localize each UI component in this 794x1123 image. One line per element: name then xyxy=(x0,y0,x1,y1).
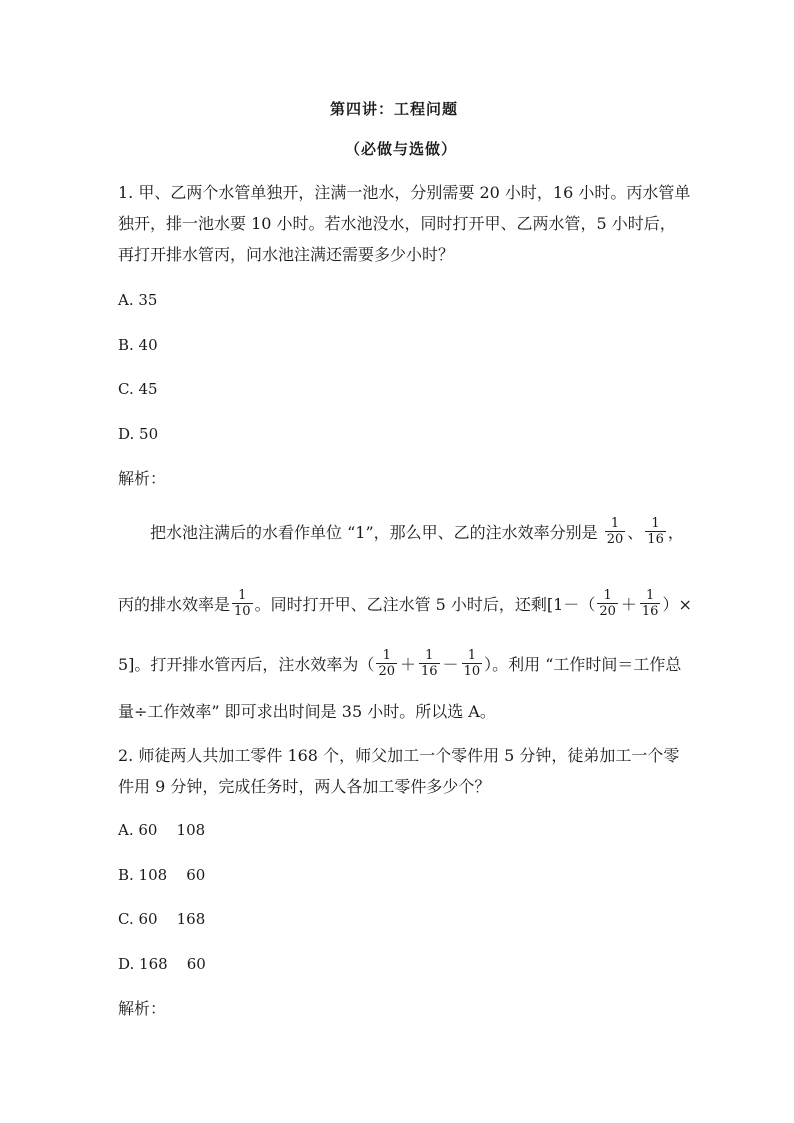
q2-option-b: B. 108 60 xyxy=(118,866,206,884)
q1-option-d: D. 50 xyxy=(118,425,159,443)
fraction-1-16: $\frac{1}{16}$ xyxy=(641,588,659,619)
q2-option-a: A. 60 108 xyxy=(118,821,206,839)
fraction-1-20: $\frac{1}{20}$ xyxy=(606,516,624,547)
q1-text-line2: 独开，排一池水要 10 小时。若水池没水，同时打开甲、乙两水管，5 小时后， xyxy=(118,214,676,233)
q2-analysis-label: 解析： xyxy=(118,999,167,1018)
page-subtitle: （必做与选做） xyxy=(345,140,458,158)
exp-line1-text: 把水池注满后的水看作单位 “1”，那么甲、乙的注水效率分别是 xyxy=(150,523,598,542)
q1-explanation-line3: 5]。打开排水管丙后，注水效率为（ $\frac{1}{20}$ ＋ $\frac{1}{16}$ － $\frac{1}{10}$ ）。利用 “工作时间＝工作总 xyxy=(118,648,682,679)
q1-option-a: A. 35 xyxy=(118,291,158,309)
q2-text-line2: 件用 9 分钟，完成任务时，两人各加工零件多少个？ xyxy=(118,777,491,796)
q1-explanation-line2: 丙的排水效率是 $\frac{1}{10}$ 。同时打开甲、乙注水管 5 小时后，还剩[1－（ $\frac{1}{20}$ ＋ $\frac{1}{16}$ ）× xyxy=(118,588,692,619)
q1-text-line1: 1. 甲、乙两个水管单独开，注满一池水，分别需要 20 小时，16 小时。丙水管单 xyxy=(118,183,691,202)
fraction-1-20: $\frac{1}{20}$ xyxy=(378,648,395,679)
q1-analysis-label: 解析： xyxy=(118,469,167,488)
fraction-1-16: $\frac{1}{16}$ xyxy=(647,516,664,547)
q2-text-line1: 2. 师徒两人共加工零件 168 个，师父加工一个零件用 5 分钟，徒弟加工一个零 xyxy=(118,746,680,765)
fraction-1-16: $\frac{1}{16}$ xyxy=(421,648,438,679)
q1-option-b: B. 40 xyxy=(118,336,158,354)
q2-option-d: D. 168 60 xyxy=(118,955,206,973)
fraction-1-10: $\frac{1}{10}$ xyxy=(463,648,481,679)
q1-explanation-line1: 把水池注满后的水看作单位 “1”，那么甲、乙的注水效率分别是 $\frac{1}{20}$ 、 $\frac{1}{16}$ ， xyxy=(150,516,684,547)
q1-explanation-line4: 量÷工作效率” 即可求出时间是 35 小时。所以选 A。 xyxy=(118,702,496,721)
page-title: 第四讲：工程问题 xyxy=(330,100,459,118)
q2-option-c: C. 60 168 xyxy=(118,910,206,928)
fraction-1-10: $\frac{1}{10}$ xyxy=(234,588,251,619)
q1-text-line3: 再打开排水管丙，问水池注满还需要多少小时？ xyxy=(118,245,455,264)
fraction-1-20: $\frac{1}{20}$ xyxy=(599,588,616,619)
q1-option-c: C. 45 xyxy=(118,380,158,398)
